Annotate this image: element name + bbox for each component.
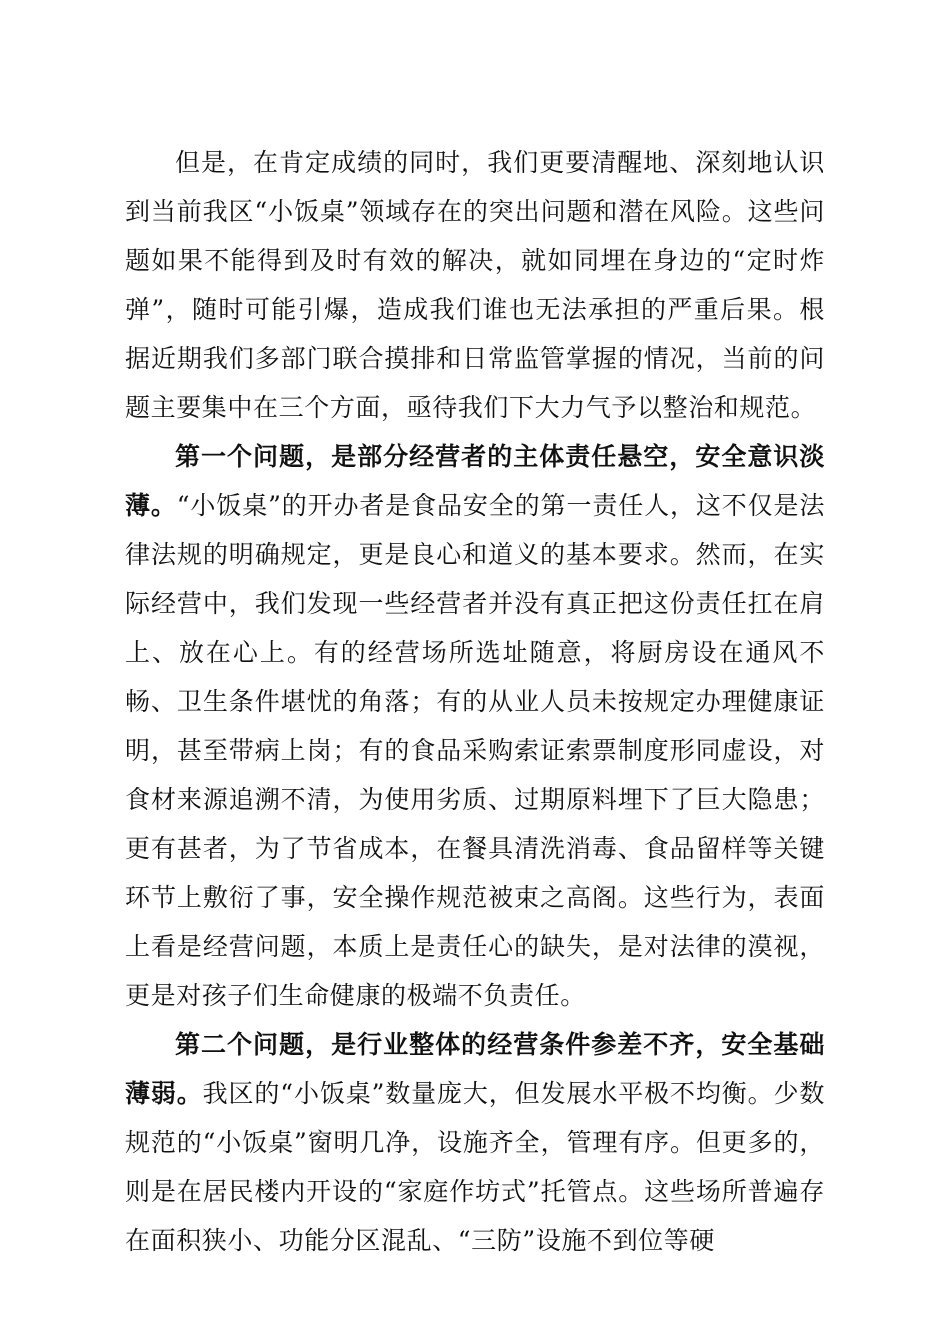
paragraph-problem-two-lead: 第二个问题，是行业整体的经营条件参差不齐，安全基础薄弱。 [125,1030,825,1108]
paragraph-intro-text: 但是，在肯定成绩的同时，我们更要清醒地、深刻地认识到当前我区“小饭桌”领域存在的突出问题和潜在风险。这些问题如果不能得到及时有效的解决，就如同埋在身边的“定时炸弹”，随时可能引爆，造成我们谁也无法承担的严重后果。根据近期我们多部门联合摸排和日常监管掌握的情况，当前的问题主要集中在三个方面，亟待我们下大力气予以整治和规范。 [125,148,825,422]
paragraph-intro [125,138,825,432]
paragraph-problem-one [125,432,825,1020]
paragraph-problem-one-lead: 第一个问题，是部分经营者的主体责任悬空，安全意识淡薄。 [125,442,825,520]
paragraph-problem-two [125,1020,825,1265]
paragraph-problem-two-text: 我区的“小饭桌”数量庞大，但发展水平极不均衡。少数规范的“小饭桌”窗明几净，设施齐全，管理有序。但更多的，则是在居民楼内开设的“家庭作坊式”托管点。这些场所普遍存在面积狭小、功能分区混乱、“三防”设施不到位等硬 [125,1079,825,1255]
paragraph-problem-one-text: “小饭桌”的开办者是食品安全的第一责任人，这不仅是法律法规的明确规定，更是良心和道义的基本要求。然而，在实际经营中，我们发现一些经营者并没有真正把这份责任扛在肩上、放在心上。有的经营场所选址随意，将厨房设在通风不畅、卫生条件堪忧的角落；有的从业人员未按规定办理健康证明，甚至带病上岗；有的食品采购索证索票制度形同虚设，对食材来源追溯不清，为使用劣质、过期原料埋下了巨大隐患；更有甚者，为了节省成本，在餐具清洗消毒、食品留样等关键环节上敷衍了事，安全操作规范被束之高阁。这些行为，表面上看是经营问题，本质上是责任心的缺失，是对法律的漠视，更是对孩子们生命健康的极端不负责任。 [125,491,825,1010]
document-body [125,138,825,1265]
